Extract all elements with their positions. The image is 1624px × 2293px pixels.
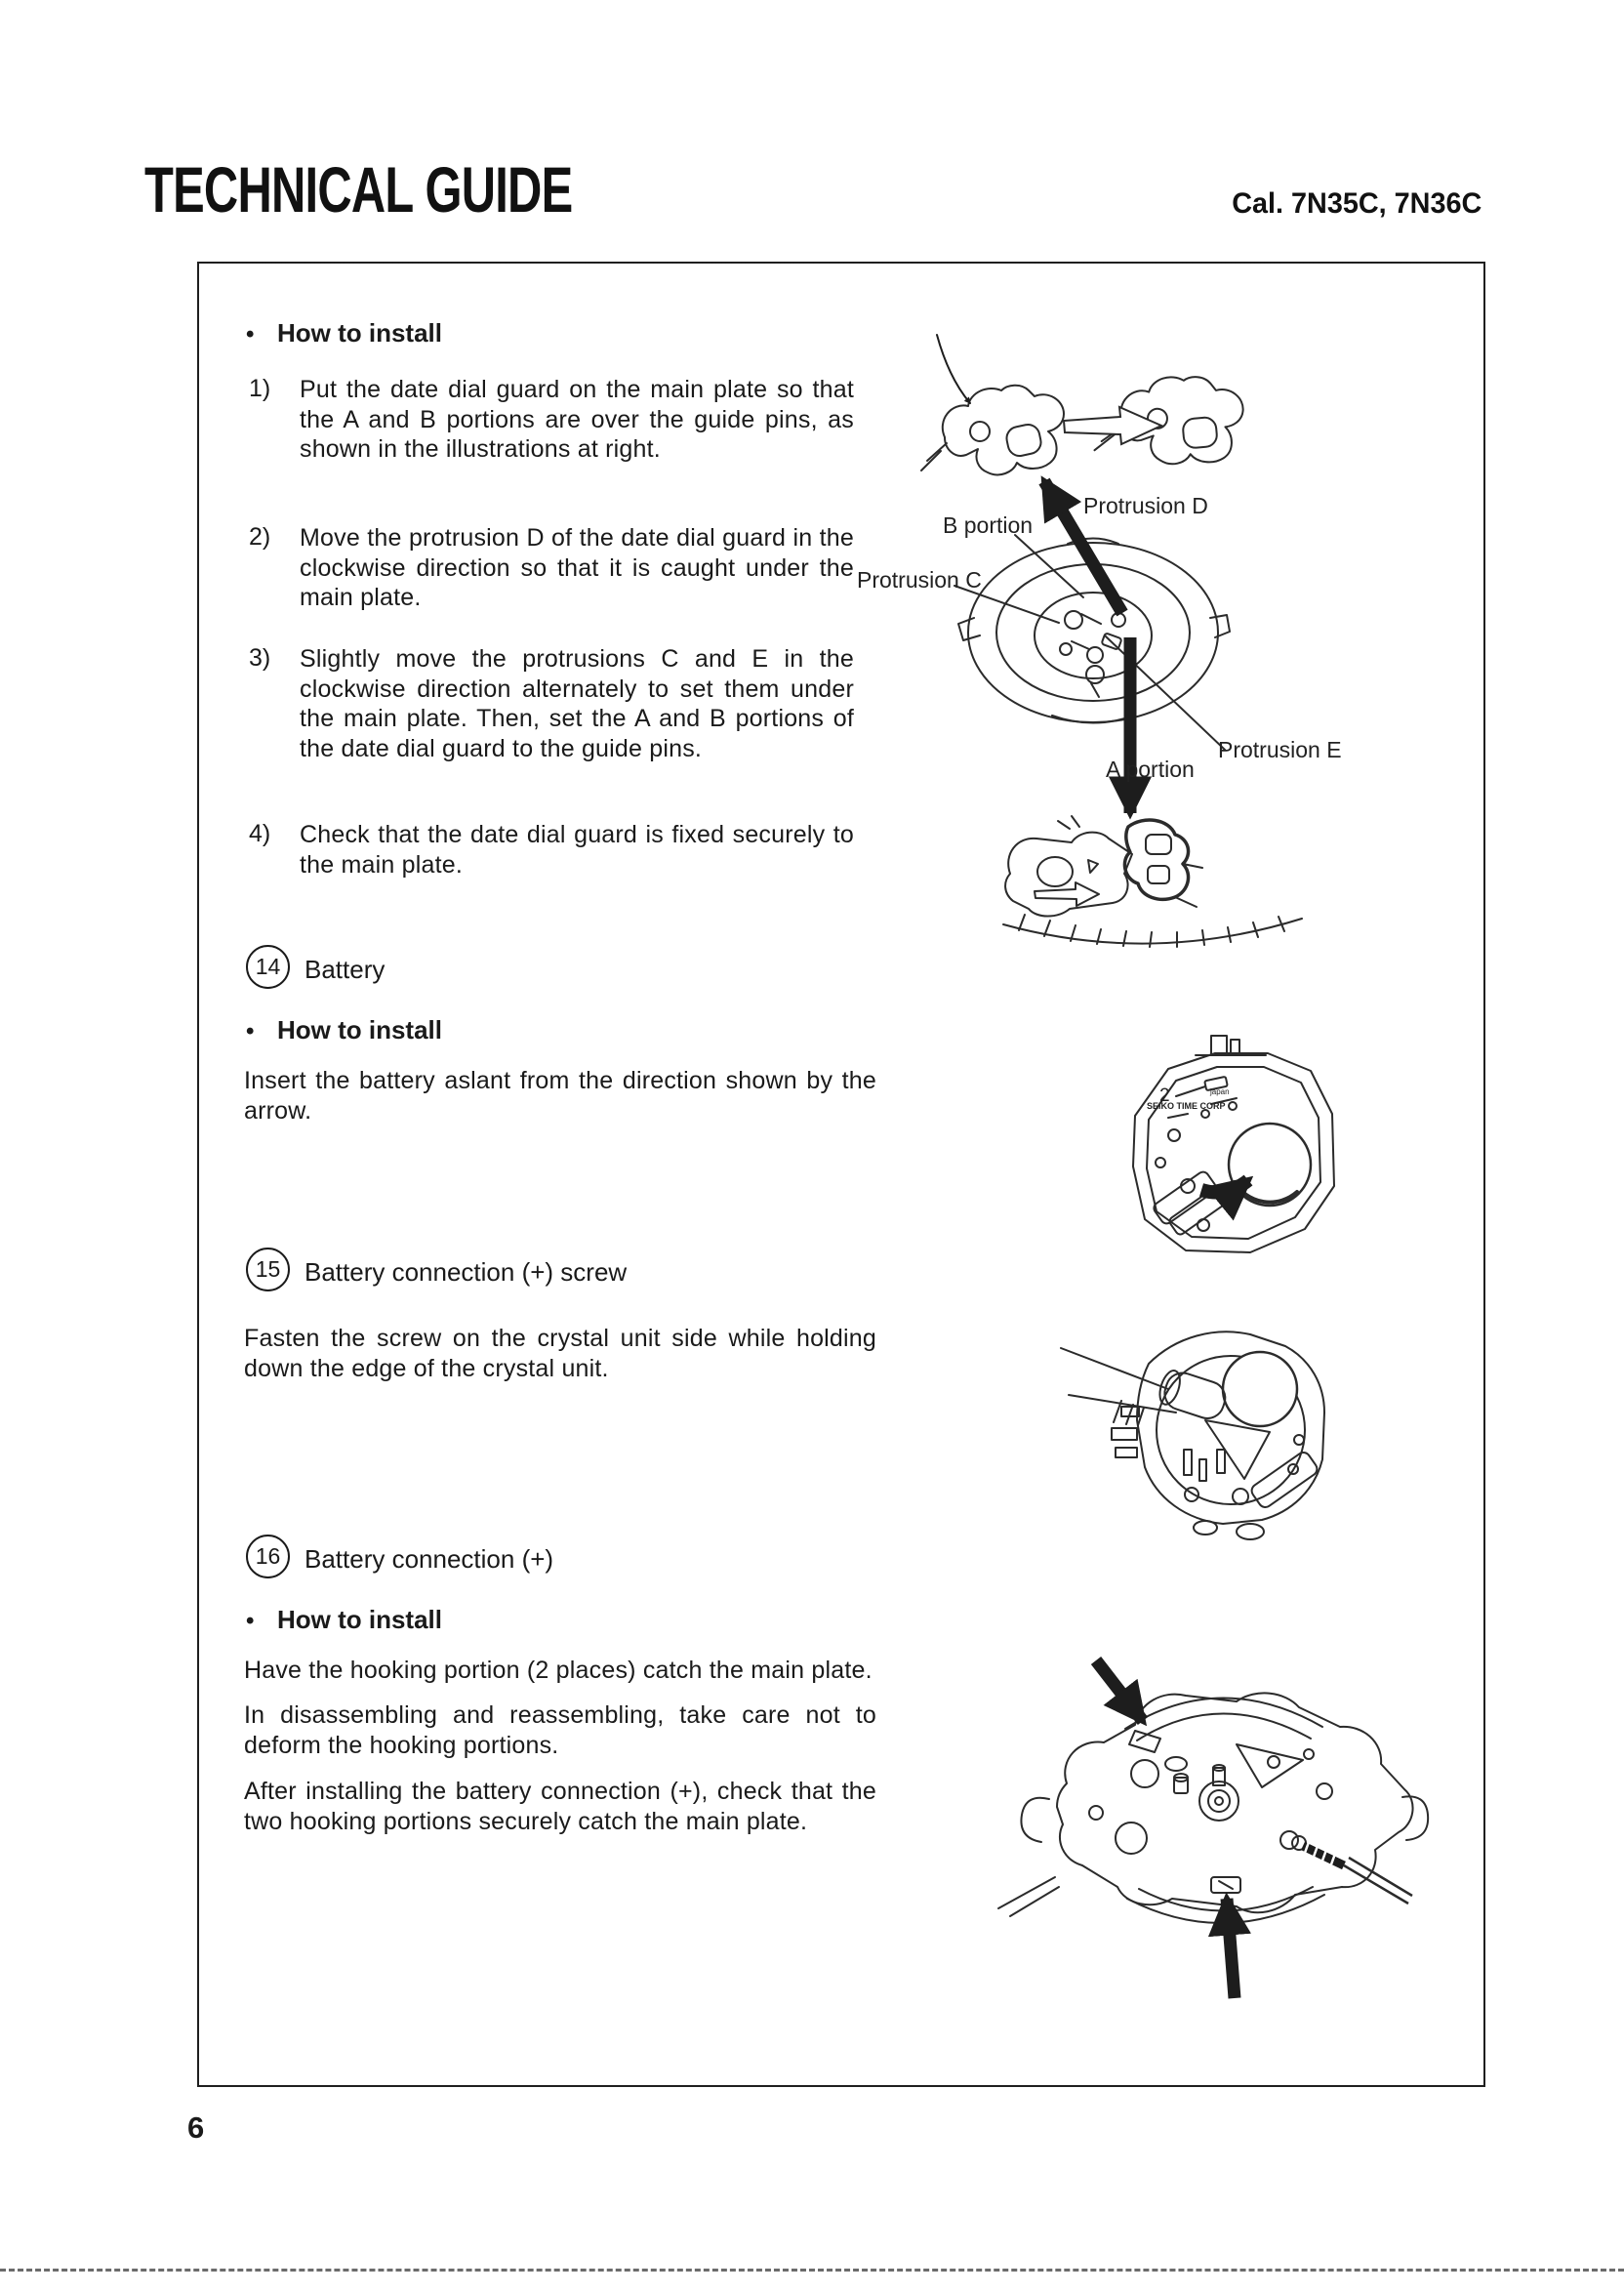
heading-label: How to install <box>277 318 442 348</box>
scan-artifact-line <box>0 2269 1624 2272</box>
connection-paragraph: In disassembling and reassembling, take care not to deform the hooking portions. <box>244 1701 876 1759</box>
step-text: Slightly move the protrusions C and E in the clockwise direction alternately to set them under the main plate. Then, set the A and B portions of the date dial guard to the guide pins. <box>300 645 854 762</box>
page-number: 6 <box>187 2110 205 2145</box>
press-direction-arrow <box>937 335 970 403</box>
movement-marking-japan: japan <box>1210 1087 1230 1096</box>
section-number-badge: 14 <box>246 945 290 989</box>
how-to-install-heading-2 <box>246 1015 442 1045</box>
protrusion-e-label: Protrusion E <box>1218 737 1342 762</box>
date-dial-guard-illustration <box>839 327 1483 952</box>
hooking-portion-arrow-bottom <box>1227 1899 1235 1998</box>
protrusion-d-label: Protrusion D <box>1083 493 1208 518</box>
hooking-portion-arrow-top <box>1096 1660 1143 1721</box>
how-to-install-heading-1 <box>246 318 442 348</box>
page-title: TECHNICAL GUIDE <box>144 153 573 225</box>
bullet-icon: • <box>246 1018 255 1044</box>
caliber-reference: Cal. 7N35C, 7N36C <box>1232 187 1482 220</box>
b-portion-label: B portion <box>943 512 1034 538</box>
screw-fastening-illustration <box>1059 1303 1430 1586</box>
step-text: Move the protrusion D of the date dial guard in the clockwise direction so that it is caught under the main plate. <box>300 524 854 611</box>
connection-paragraph: After installing the battery connection (+), check that the two hooking portions securely catch the main plate. <box>244 1778 876 1835</box>
bullet-icon: • <box>246 1608 255 1634</box>
section-number-badge: 16 <box>246 1535 290 1578</box>
step-number: 4) <box>249 820 271 847</box>
step-number: 2) <box>249 523 271 551</box>
movement-marking-brand: SEIKO TIME CORP <box>1147 1101 1226 1111</box>
screw-instructions: Fasten the screw on the crystal unit side while holding down the edge of the crystal unit. <box>244 1325 876 1382</box>
battery-insert-arrow <box>1201 1180 1248 1192</box>
connection-paragraph: Have the hooking portion (2 places) catch the main plate. <box>244 1657 873 1684</box>
step-number: 1) <box>249 375 271 402</box>
a-portion-label: A portion <box>1106 757 1195 782</box>
battery-insertion-illustration <box>1059 1020 1410 1293</box>
section-number-badge: 15 <box>246 1248 290 1291</box>
section-title: Battery connection (+) screw <box>304 1257 628 1287</box>
protrusion-c-label: Protrusion C <box>857 567 982 593</box>
heading-label: How to install <box>277 1015 442 1044</box>
battery-instructions: Insert the battery aslant from the direction shown by the arrow. <box>244 1067 876 1125</box>
main-plate-hooking-illustration <box>981 1606 1430 2026</box>
heading-label: How to install <box>277 1605 442 1634</box>
step-text: Put the date dial guard on the main plate so that the A and B portions are over the guide pins, as shown in the illustrations at right. <box>300 376 854 463</box>
screw-and-spring <box>1292 1836 1412 1904</box>
movement-marking-2: 2 <box>1159 1085 1170 1106</box>
step-number: 3) <box>249 644 271 672</box>
step-text: Check that the date dial guard is fixed securely to the main plate. <box>300 821 854 879</box>
section-title: Battery connection (+) <box>304 1544 554 1574</box>
hook-detail-view <box>1003 816 1302 947</box>
section-title: Battery <box>304 955 386 984</box>
how-to-install-heading-3 <box>246 1605 442 1635</box>
bullet-icon: • <box>246 321 255 348</box>
